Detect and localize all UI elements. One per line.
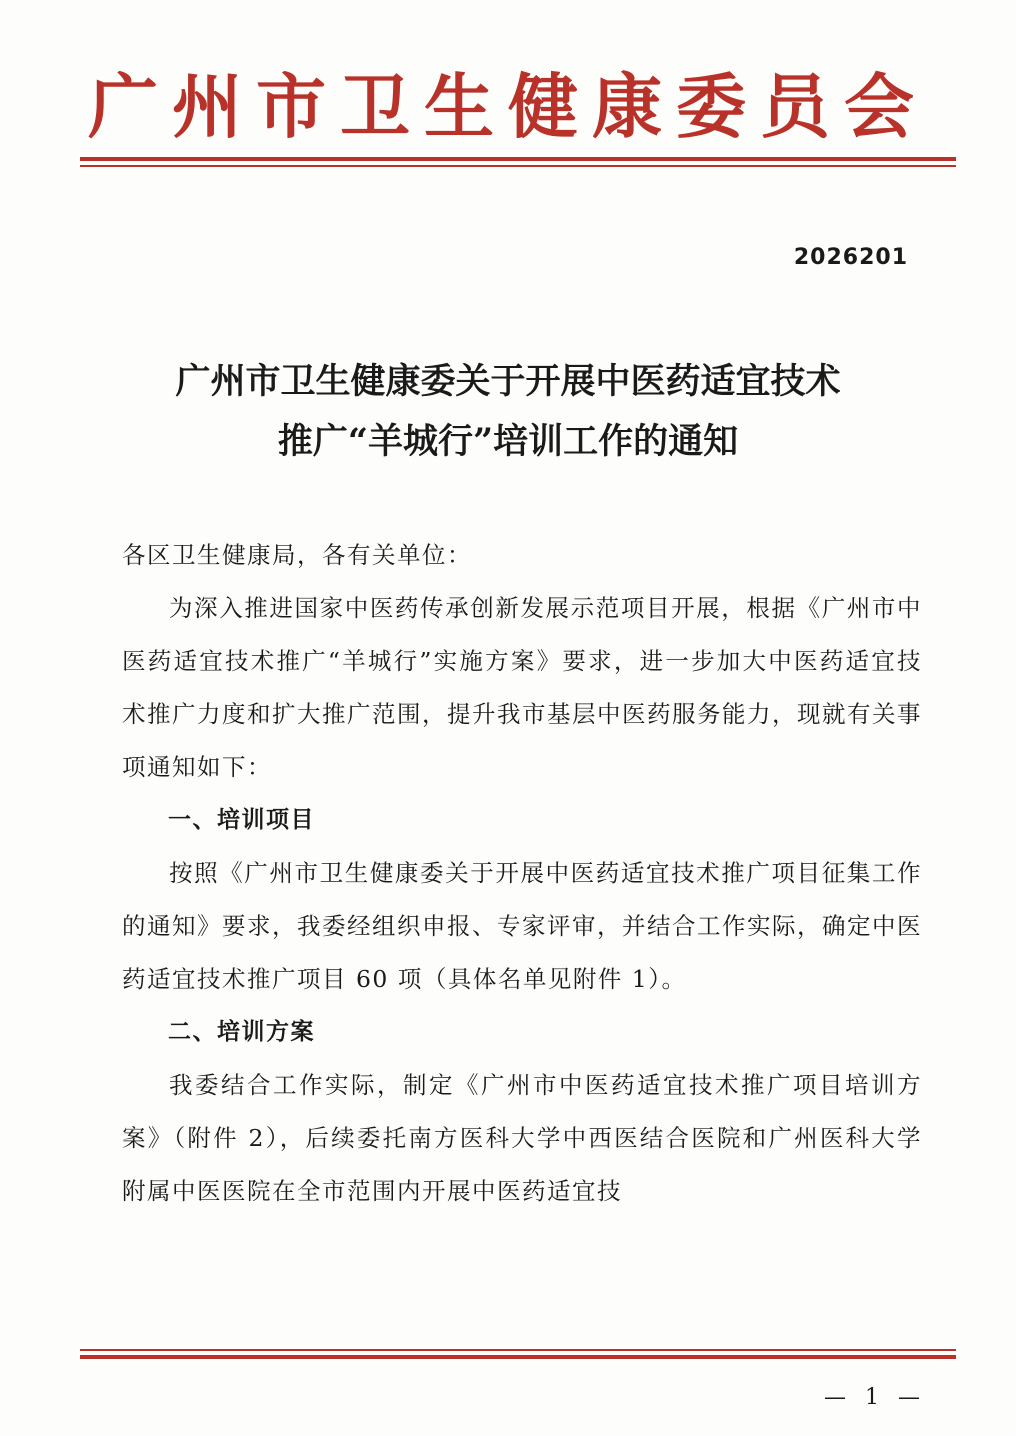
title-line-1: 广州市卫生健康委关于开展中医药适宜技术 xyxy=(175,361,841,402)
section-heading-training-plan: 二、培训方案 xyxy=(168,1019,315,1045)
salutation: 各区卫生健康局，各有关单位： xyxy=(122,541,472,569)
footer-rule-thin xyxy=(80,1349,956,1351)
header-rule-thick xyxy=(80,157,956,161)
intro-paragraph: 为深入推进国家中医药传承创新发展示范项目开展，根据《广州市中医药适宜技术推广“羊城行”实施方案》要求，进一步加大中医药适宜技术推广力度和扩大推广范围，提升我市基层中医药服务能力，现就有关事项通知如下： xyxy=(122,594,922,781)
document-number: 2026201 xyxy=(793,245,908,270)
title-line-2: 推广“羊城行”培训工作的通知 xyxy=(277,421,739,462)
section1-paragraph: 按照《广州市卫生健康委关于开展中医药适宜技术推广项目征集工作的通知》要求，我委经组织申报、专家评审，并结合工作实际，确定中医药适宜技术推广项目 60 项（具体名单见附件 1）。 xyxy=(122,859,922,993)
section2-paragraph: 我委结合工作实际，制定《广州市中医药适宜技术推广项目培训方案》（附件 2），后续委托南方医科大学中西医结合医院和广州医科大学附属中医医院在全市范围内开展中医药适宜技 xyxy=(122,1071,922,1205)
header-rule-thin xyxy=(80,165,956,167)
page-number: — 1 — xyxy=(824,1385,926,1410)
footer-rule-thick xyxy=(80,1355,956,1359)
section-heading-training-projects: 一、培训项目 xyxy=(168,807,315,833)
document-body xyxy=(122,529,922,1218)
organization-header: 广州市卫生健康委员会 xyxy=(88,65,928,148)
document-title xyxy=(60,352,956,472)
